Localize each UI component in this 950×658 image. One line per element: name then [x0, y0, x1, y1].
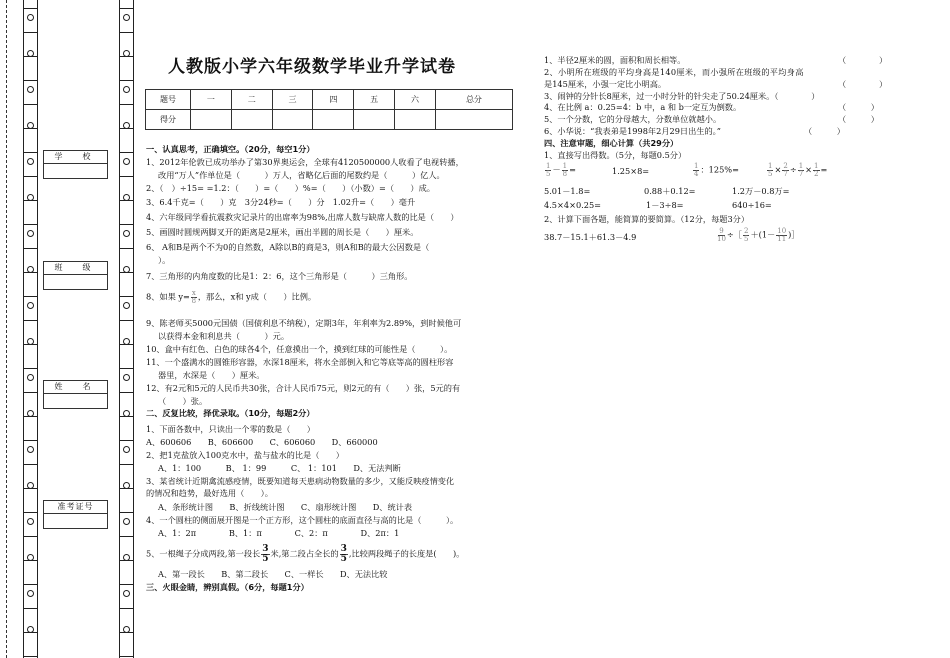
score-table-header: 三: [272, 90, 313, 110]
binding-tick: [120, 152, 133, 153]
judge-5: 5、一个分数，它的分母越大，分数单位就越小。 （ ）: [544, 114, 879, 125]
binding-tick: [24, 320, 37, 321]
binding-tick: [24, 80, 37, 81]
binding-hole-icon: [123, 374, 130, 381]
binding-hole-icon: [123, 554, 130, 561]
binding-tick: [24, 224, 37, 225]
judge-1: 1、半径2厘米的圆，面积和周长相等。 （ ）: [544, 55, 888, 65]
binding-hole-icon: [27, 482, 34, 489]
calc-2a: 38.7－15.1＋61.3－4.9: [544, 232, 637, 243]
question-12-line1: 12、有2元和5元的人民币共30张，合计人民币75元，则2元的有（ ）张，5元的有: [146, 382, 461, 393]
binding-tick: [24, 248, 37, 249]
binding-tick: [120, 512, 133, 513]
binding-tick: [120, 104, 133, 105]
judge-3: 3、闹钟的分针长8厘米，过一小时分针的针尖走了50.24厘米。（ ）: [544, 90, 820, 101]
score-cell[interactable]: [191, 110, 232, 130]
binding-tick: [24, 584, 37, 585]
question-9-line2: 以获得本金和利息共（ ）元。: [158, 331, 290, 342]
binding-tick: [120, 80, 133, 81]
binding-hole-icon: [27, 122, 34, 129]
binding-hole-icon: [27, 230, 34, 237]
choice-2: 2、把1克盐放入100克水中，盐与盐水的比是（ ）: [146, 449, 344, 460]
binding-hole-icon: [123, 14, 130, 21]
binding-tick: [24, 536, 37, 537]
calc-2-row: [544, 228, 924, 254]
score-table: [145, 89, 513, 130]
judge-4: 4、在比例 a：0.25=4：b 中，a 和 b一定互为倒数。 （ ）: [544, 102, 879, 113]
calc-2b: $\frac{9}{10}$ ÷［ $\frac{2}{5}$ ＋(1－ $\frac{10}{11}$ )］: [717, 227, 800, 244]
question-1-line1: 1、2012年伦敦已成功举办了第30界奥运会，全球有4120500000人收看了电视转播，: [146, 156, 464, 167]
binding-hole-icon: [123, 482, 130, 489]
choice-1-options: A、600606 B、606600 C、606060 D、660000: [146, 437, 378, 448]
binding-hole-icon: [123, 230, 130, 237]
score-table-header: 六: [395, 90, 436, 110]
calc-2-heading: 2、计算下面各题，能简算的要简算。（12分，每题3分）: [544, 213, 750, 224]
binding-hole-icon: [123, 626, 130, 633]
score-cell[interactable]: 得分: [146, 110, 191, 130]
binding-tick: [120, 440, 133, 441]
question-1-line2: 改用“万人”作单位是（ ）万人，省略亿后面的尾数约是（ ）亿人。: [158, 169, 445, 180]
binding-hole-icon: [27, 338, 34, 345]
binding-tick: [24, 440, 37, 441]
question-11-line2: 器里，水深是（ ）厘米。: [158, 369, 265, 380]
binding-tick: [24, 656, 37, 657]
question-5: 5、画圆时圆规两脚叉开的距离是2厘米，画出半圆的周长是（ ）厘米。: [146, 227, 419, 238]
choice-5: 5、一根绳子分成两段,第一段长 $\frac{3}{5}$ 米,第二段占全长的 $\frac{3}{5}$ ,比较两段绳子的长度是( )。: [146, 543, 465, 564]
binding-hole-icon: [27, 518, 34, 525]
score-cell[interactable]: [435, 110, 512, 130]
name-field[interactable]: [43, 380, 108, 409]
binding-tick: [24, 32, 37, 33]
score-table-header: 四: [313, 90, 354, 110]
binding-hole-icon: [27, 446, 34, 453]
binding-strip-left: [23, 0, 38, 658]
choice-3-options: A、条形统计图 B、折线统计图 C、扇形统计图 D、统计表: [158, 502, 413, 513]
binding-hole-icon: [27, 86, 34, 93]
class-label: 班 级: [43, 261, 108, 275]
binding-tick: [120, 584, 133, 585]
exam-id-field[interactable]: [43, 500, 108, 529]
calc-1b: 1.25×8=: [612, 165, 650, 176]
score-table-header: 一: [191, 90, 232, 110]
binding-hole-icon: [123, 302, 130, 309]
binding-tick: [24, 104, 37, 105]
binding-tick: [120, 296, 133, 297]
choice-3-line2: 的情况和趋势，最好选用（ ）。: [146, 488, 273, 499]
question-12-line2: （ ）张。: [158, 395, 208, 406]
binding-hole-icon: [123, 590, 130, 597]
binding-hole-icon: [123, 122, 130, 129]
binding-tick: [120, 608, 133, 609]
binding-hole-icon: [27, 302, 34, 309]
binding-hole-icon: [123, 50, 130, 57]
question-7: 7、三角形的内角度数的比是1：2：6，这个三角形是（ ）三角形。: [146, 270, 413, 281]
binding-tick: [24, 296, 37, 297]
score-table-header: 二: [231, 90, 272, 110]
choice-1: 1、下面各数中，只读出一个零的数是（ ）: [146, 424, 315, 435]
calc-row-2: 5.01－1.8= 0.88＋0.12= 1.2万－0.8万=: [544, 185, 790, 196]
name-label: 姓 名: [43, 380, 108, 394]
score-cell[interactable]: [354, 110, 395, 130]
binding-tick: [120, 320, 133, 321]
binding-hole-icon: [123, 446, 130, 453]
binding-tick: [120, 368, 133, 369]
binding-hole-icon: [27, 14, 34, 21]
binding-hole-icon: [27, 554, 34, 561]
binding-tick: [24, 8, 37, 9]
binding-tick: [120, 248, 133, 249]
binding-hole-icon: [27, 266, 34, 273]
binding-tick: [24, 464, 37, 465]
calc-row-3: 4.5×4×0.25= 1－3÷8= 640÷16=: [544, 199, 772, 210]
calc-1c: $\frac{1}{4}$ ：125%=: [694, 161, 739, 178]
binding-hole-icon: [123, 518, 130, 525]
calc-1d: $\frac{1}{5}$ × $\frac{2}{7}$ ÷ $\frac{1}{7}$ × $\frac{1}{2}$ =: [768, 161, 828, 178]
question-6-line1: 6、 A和B是两个不为0的自然数，A除以B的商是3，则A和B的最大公因数是（: [146, 241, 430, 252]
class-field[interactable]: [43, 261, 108, 290]
calc-row-1: [544, 163, 924, 185]
question-6-line2: ）。: [158, 254, 171, 265]
binding-hole-icon: [123, 410, 130, 417]
choice-4-options: A、1：2π B、1：π C、2：π D、2π：1: [158, 527, 400, 538]
choice-3-line1: 3、某省统计近期禽流感疫情，既要知道每天患病动物数量的多少，又能反映疫情变化: [146, 475, 455, 486]
binding-hole-icon: [27, 410, 34, 417]
binding-hole-icon: [123, 194, 130, 201]
binding-tick: [120, 224, 133, 225]
section-4-heading: 四、注意审题，细心计算（共29分）: [544, 137, 679, 148]
binding-tick: [120, 464, 133, 465]
choice-4: 4、一个圆柱的侧面展开图是一个正方形，这个圆柱的底面直径与高的比是（ ）。: [146, 515, 459, 526]
binding-hole-icon: [27, 626, 34, 633]
binding-tick: [120, 176, 133, 177]
binding-tick: [120, 392, 133, 393]
binding-hole-icon: [123, 158, 130, 165]
binding-hole-icon: [27, 374, 34, 381]
binding-tick: [120, 8, 133, 9]
judge-6: 6、小华说：“我表弟是1998年2月29日出生的。” （ ）: [544, 126, 845, 137]
binding-tick: [24, 368, 37, 369]
score-table-header: 题号: [146, 90, 191, 110]
school-field[interactable]: [43, 150, 108, 179]
binding-hole-icon: [27, 194, 34, 201]
binding-tick: [120, 656, 133, 657]
score-cell[interactable]: [272, 110, 313, 130]
binding-hole-icon: [123, 338, 130, 345]
binding-margin: [0, 0, 135, 658]
school-label: 学 校: [43, 150, 108, 164]
binding-strip-right: [119, 0, 134, 658]
question-4: 4、六年级同学看抗震救灾记录片的出席率为98%,出席人数与缺席人数的比是（ ）: [146, 212, 459, 223]
binding-hole-icon: [27, 590, 34, 597]
section-2-heading: 二、反复比较，择优录取。（10分，每题2分）: [146, 408, 315, 419]
binding-tick: [24, 512, 37, 513]
binding-hole-icon: [123, 266, 130, 273]
binding-tick: [24, 176, 37, 177]
calc-1a: $\frac{1}{5}$ － $\frac{1}{8}$ =: [546, 161, 577, 178]
question-10: 10、盒中有红色、白色的球各4个，任意摸出一个，摸到红球的可能性是（ ）。: [146, 344, 453, 355]
cut-line: [6, 0, 7, 658]
score-table-header: 总分: [435, 90, 512, 110]
choice-2-options: A、1：100 B、 1：99 C、 1：101 D、无法判断: [158, 462, 401, 473]
binding-hole-icon: [27, 50, 34, 57]
binding-hole-icon: [123, 86, 130, 93]
binding-tick: [24, 392, 37, 393]
exam-id-label: 准考证号: [43, 500, 108, 514]
score-cell[interactable]: [313, 110, 354, 130]
choice-5-options: A、第一段长 B、第二段长 C、一样长 D、无法比较: [158, 568, 388, 579]
question-2: 2、（ ）÷15= =1.2：（ ）=（ ）%=（ ）（小数）=（ ）成。: [146, 182, 435, 193]
question-3: 3、6.4千克=（ ）克 3分24秒=（ ）分 1.02升=（ ）毫升: [146, 197, 416, 208]
left-column: [146, 145, 464, 592]
judge-2-line2: 是145厘米，小强一定比小明高。 （ ）: [544, 78, 888, 89]
score-table-header: 五: [354, 90, 395, 110]
binding-tick: [120, 536, 133, 537]
binding-tick: [24, 608, 37, 609]
calc-1-heading: 1、直接写出得数。（5分，每题0.5分）: [544, 149, 687, 160]
section-1-heading: 一、认真思考，正确填空。（20分，每空1分）: [146, 144, 315, 154]
page-title: 人教版小学六年级数学毕业升学试卷: [168, 57, 456, 77]
score-cell[interactable]: [231, 110, 272, 130]
judge-2-line1: 2、小明所在班级的平均身高是140厘米，而小强所在班级的平均身高: [544, 66, 804, 77]
score-cell[interactable]: [395, 110, 436, 130]
binding-tick: [120, 32, 133, 33]
question-8: 8、如果 y= $\frac{x}{8}$ ，那么，x和 y成（ ）比例。: [146, 289, 317, 306]
binding-tick: [24, 152, 37, 153]
section-3-heading: 三、火眼金睛，辨别真假。（6分，每题1分）: [146, 581, 309, 592]
question-9-line1: 9、陈老师买5000元国债（国债利息不纳税），定期3年，年利率为2.89%，到时候他可: [146, 318, 462, 329]
binding-hole-icon: [27, 158, 34, 165]
right-column: [544, 56, 924, 254]
question-11-line1: 11、一个盛满水的圆锥形容器，水深18厘米，将水全部倒入和它等底等高的圆柱形容: [146, 356, 454, 367]
